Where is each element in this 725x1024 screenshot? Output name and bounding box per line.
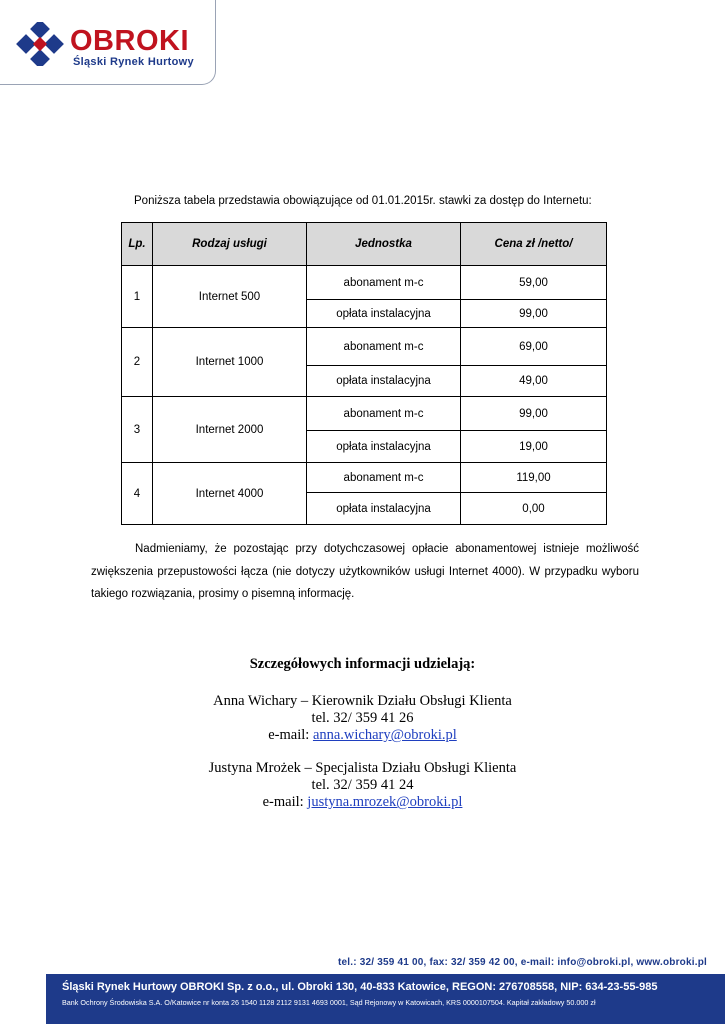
cell-price: 19,00	[461, 431, 607, 463]
internet-rates-table	[121, 222, 607, 525]
contact-person	[90, 760, 635, 811]
footer-company-line: Śląski Rynek Hurtowy OBROKI Sp. z o.o., ul. Obroki 130, 40-833 Katowice, REGON: 276708558, NIP: 634-23-55-985	[62, 981, 658, 993]
cell-lp: 4	[122, 463, 153, 525]
header-service: Rodzaj usługi	[153, 223, 307, 266]
intro-text: Poniższa tabela przedstawia obowiązujące od 01.01.2015r. stawki za dostęp do Internetu:	[134, 195, 592, 207]
contact-name: Justyna Mrożek – Specjalista Działu Obsługi Klienta	[208, 760, 517, 776]
cell-price: 69,00	[461, 328, 607, 366]
table-row	[122, 266, 607, 300]
obroki-logo-icon	[16, 22, 64, 66]
cell-unit: abonament m-c	[307, 397, 461, 431]
table-row	[122, 397, 607, 431]
footer-bar	[46, 974, 725, 1024]
table-header-row	[122, 223, 607, 266]
contact-name: Anna Wichary – Kierownik Działu Obsługi Klienta	[213, 693, 512, 709]
cell-service: Internet 2000	[153, 397, 307, 463]
cell-lp: 1	[122, 266, 153, 328]
footer-bank-line: Bank Ochrony Środowiska S.A. O/Katowice nr konta 26 1540 1128 2112 9131 4693 0001, Sąd Rejonowy w Katowicach, KRS 0000107504. Kapitał zakładowy 50.000 zł	[62, 998, 596, 1007]
table-row	[122, 463, 607, 493]
cell-service: Internet 500	[153, 266, 307, 328]
cell-unit: opłata instalacyjna	[307, 366, 461, 397]
header-unit: Jednostka	[307, 223, 461, 266]
cell-price: 49,00	[461, 366, 607, 397]
cell-unit: abonament m-c	[307, 328, 461, 366]
cell-unit: abonament m-c	[307, 463, 461, 493]
contact-phone: tel. 32/ 359 41 26	[311, 710, 414, 726]
cell-lp: 2	[122, 328, 153, 397]
footer-contact-line: tel.: 32/ 359 41 00, fax: 32/ 359 42 00, e-mail: info@obroki.pl, www.obroki.pl	[338, 957, 707, 968]
logo-subtitle: Śląski Rynek Hurtowy	[73, 56, 194, 68]
logo-wordmark: OBROKI	[70, 25, 189, 57]
contacts-section	[90, 656, 635, 827]
email-label: e-mail:	[262, 794, 308, 810]
contact-phone: tel. 32/ 359 41 24	[311, 777, 414, 793]
cell-service: Internet 4000	[153, 463, 307, 525]
cell-unit: abonament m-c	[307, 266, 461, 300]
contacts-heading: Szczegółowych informacji udzielają:	[249, 656, 476, 672]
cell-service: Internet 1000	[153, 328, 307, 397]
cell-unit: opłata instalacyjna	[307, 300, 461, 328]
header-lp: Lp.	[122, 223, 153, 266]
contact-email-line	[90, 727, 635, 744]
cell-price: 99,00	[461, 397, 607, 431]
cell-lp: 3	[122, 397, 153, 463]
cell-price: 119,00	[461, 463, 607, 493]
contact-person	[90, 693, 635, 744]
contact-email-line	[90, 794, 635, 811]
cell-price: 99,00	[461, 300, 607, 328]
email-label: e-mail:	[268, 727, 313, 743]
email-link[interactable]: justyna.mrozek@obroki.pl	[307, 794, 463, 810]
note-text: Nadmieniamy, że pozostając przy dotychczasowej opłacie abonamentowej istnieje możliwość zwiększenia przepustowości łącza (nie dotyczy użytkowników usługi Internet 4000). W przypadku wyboru takiego rozwiązania, prosimy o pisemną informację.	[91, 543, 639, 600]
note-paragraph	[91, 538, 639, 606]
letterhead-logo-frame	[0, 0, 216, 85]
table-row	[122, 328, 607, 366]
email-link[interactable]: anna.wichary@obroki.pl	[312, 727, 457, 743]
cell-price: 59,00	[461, 266, 607, 300]
header-price: Cena zł /netto/	[461, 223, 607, 266]
cell-price: 0,00	[461, 493, 607, 525]
cell-unit: opłata instalacyjna	[307, 431, 461, 463]
cell-unit: opłata instalacyjna	[307, 493, 461, 525]
